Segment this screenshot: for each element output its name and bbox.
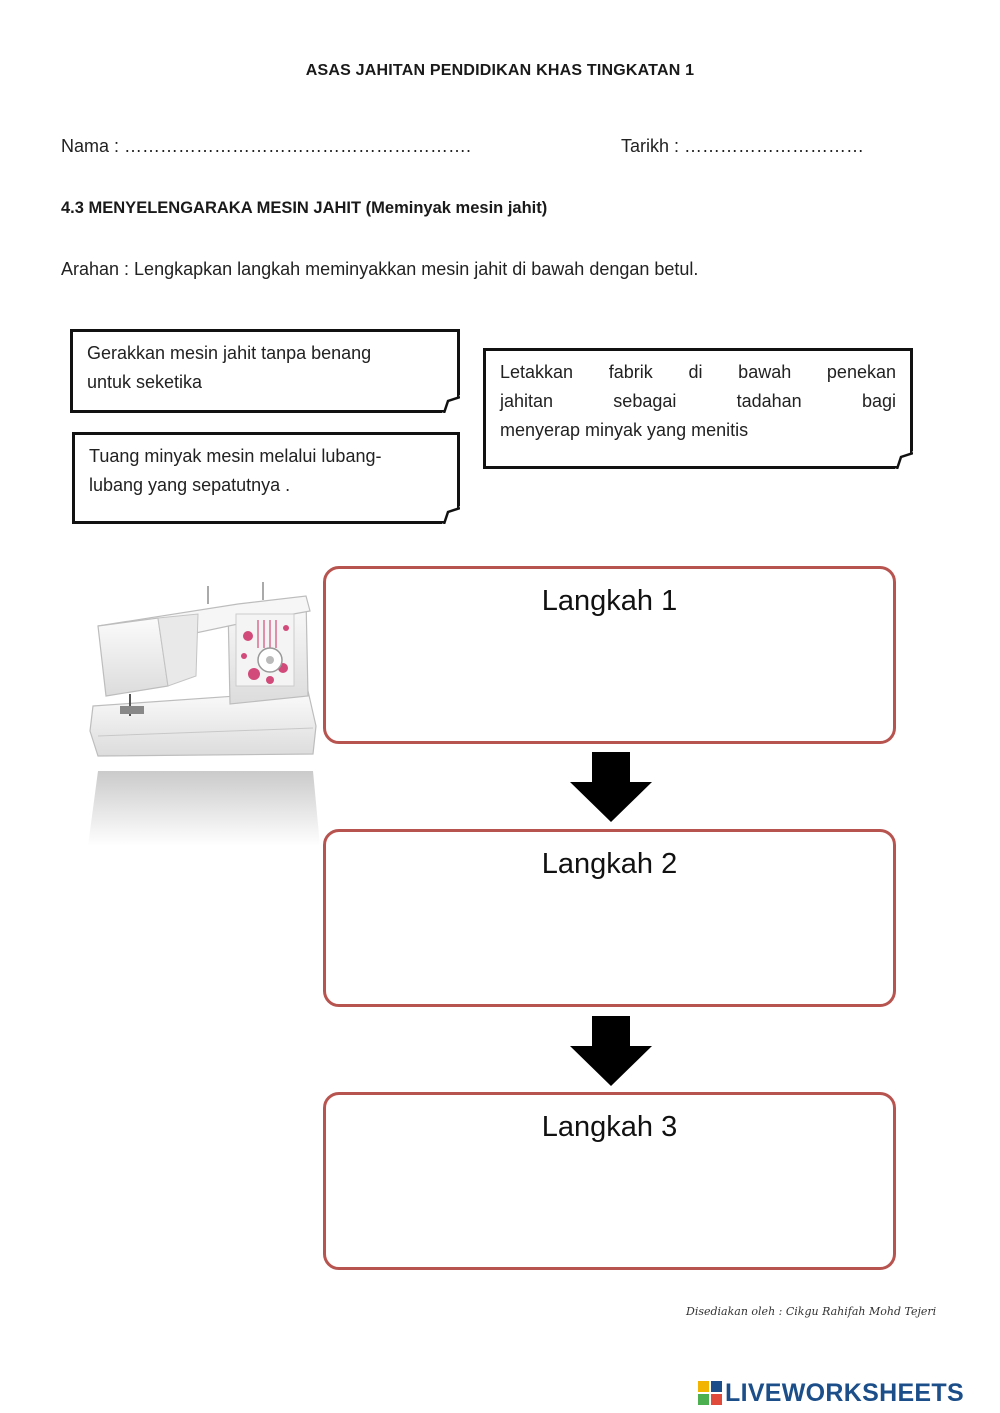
tarikh-field[interactable]: Tarikh : ………………………… xyxy=(621,136,865,156)
step-label: Langkah 2 xyxy=(541,848,678,880)
folded-corner-icon xyxy=(895,451,913,469)
card-text-line: Gerakkan mesin jahit tanpa benang xyxy=(87,343,372,363)
section-heading: 4.3 MENYELENGARAKA MESIN JAHIT (Meminyak mesin jahit) xyxy=(61,199,548,217)
brand-name: LIVEWORKSHEETS xyxy=(725,1378,964,1407)
answer-card-gerakkan[interactable] xyxy=(70,329,460,413)
card-text-line: jahitan sebagai tadahan bagi xyxy=(500,391,896,411)
folded-corner-icon xyxy=(442,506,460,524)
nama-field[interactable]: Nama : …………………………………………………. xyxy=(61,136,472,156)
step-1-dropzone[interactable] xyxy=(323,566,896,744)
step-3-dropzone[interactable] xyxy=(323,1092,896,1270)
arrow-down-icon xyxy=(570,752,652,822)
sewing-machine-image xyxy=(58,556,328,846)
step-2-dropzone[interactable] xyxy=(323,829,896,1007)
card-text-line: Tuang minyak mesin melalui lubang- xyxy=(89,446,382,466)
card-text-line: menyerap minyak yang menitis xyxy=(500,420,749,440)
card-text-line: lubang yang sepatutnya . xyxy=(89,475,291,495)
arrow-down-icon xyxy=(570,1016,652,1086)
card-text-line: untuk seketika xyxy=(87,372,203,392)
author-credit: Disediakan oleh : Cikgu Rahifah Mohd Tejeri xyxy=(686,1305,937,1318)
instruction-text: Arahan : Lengkapkan langkah meminyakkan mesin jahit di bawah dengan betul. xyxy=(61,259,699,279)
answer-card-tuang[interactable] xyxy=(72,432,460,524)
card-text-line: Letakkan fabrik di bawah penekan xyxy=(500,362,896,382)
liveworksheets-logo-icon xyxy=(698,1381,722,1405)
liveworksheets-brand xyxy=(698,1378,964,1408)
step-label: Langkah 1 xyxy=(541,585,678,617)
step-label: Langkah 3 xyxy=(541,1111,678,1143)
folded-corner-icon xyxy=(442,395,460,413)
answer-card-letakkan[interactable] xyxy=(483,348,913,469)
worksheet-title: ASAS JAHITAN PENDIDIKAN KHAS TINGKATAN 1 xyxy=(305,62,695,79)
